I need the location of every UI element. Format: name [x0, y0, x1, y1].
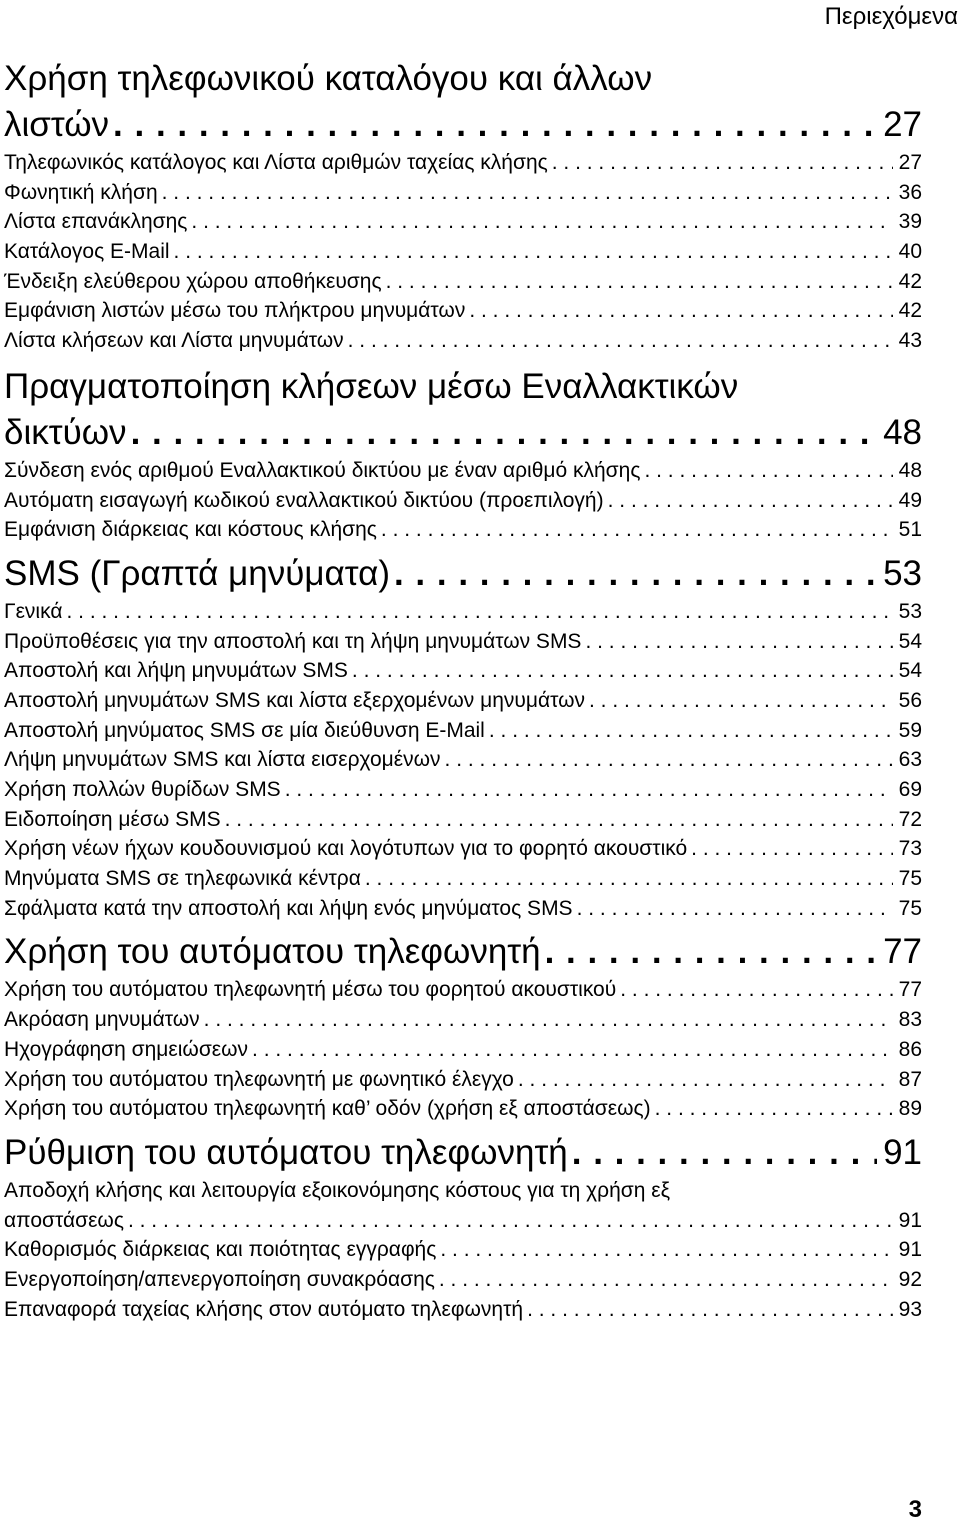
page-number: 3: [908, 1496, 922, 1523]
toc-entry[interactable]: [4, 975, 922, 1005]
dot-leader: [66, 597, 892, 627]
entry-title: Ακρόαση μηνυμάτων: [4, 1008, 200, 1032]
entry-page-number: 87: [898, 1067, 922, 1091]
dot-leader: [608, 486, 893, 516]
entry-title: αποστάσεως: [4, 1208, 124, 1232]
entry-page-number: 73: [898, 837, 922, 861]
toc-section-sms: [4, 551, 922, 924]
section-page-number: 53: [883, 553, 922, 593]
toc-entry[interactable]: [4, 1295, 922, 1325]
section-title-line1: Χρήση τηλεφωνικού καταλόγου και άλλων: [4, 59, 653, 98]
entry-title: Χρήση του αυτόματου τηλεφωνητή καθ’ οδόν (χρήση εξ αποστάσεως): [4, 1097, 651, 1121]
toc-entry[interactable]: [4, 656, 922, 686]
entry-title: Μηνύματα SMS σε τηλεφωνικά κέντρα: [4, 867, 361, 891]
toc-entry[interactable]: [4, 267, 922, 297]
toc-entry[interactable]: [4, 1065, 922, 1095]
entry-title: Επαναφορά ταχείας κλήσης στον αυτόματο τηλεφωνητή: [4, 1297, 524, 1321]
section-title: δικτύων: [4, 412, 127, 452]
dot-leader: [252, 1035, 893, 1065]
entry-title: Εμφάνιση διάρκειας και κόστους κλήσης: [4, 518, 377, 542]
entry-title: Ειδοποίηση μέσω SMS: [4, 807, 221, 831]
toc-entry[interactable]: [4, 1265, 922, 1295]
entry-title: Αποστολή και λήψη μηνυμάτων SMS: [4, 659, 348, 683]
dot-leader: [162, 178, 893, 208]
entry-title: Χρήση νέων ήχων κουδουνισμού και λογότυπων για το φορητό ακουστικό: [4, 837, 688, 861]
toc-entry[interactable]: [4, 178, 922, 208]
entry-page-number: 40: [898, 240, 922, 264]
dot-leader: [545, 929, 877, 975]
entry-title: Σύνδεση ενός αριθμού Εναλλακτικού δικτύου με έναν αριθμό κλήσης: [4, 458, 641, 482]
entry-title: Σφάλματα κατά την αποστολή και λήψη ενός μηνύματος SMS: [4, 896, 573, 920]
entry-title: Εμφάνιση λιστών μέσω του πλήκτρου μηνυμάτων: [4, 299, 466, 323]
toc-entry[interactable]: [4, 1206, 922, 1236]
entry-page-number: 49: [898, 488, 922, 512]
entry-page-number: 42: [898, 299, 922, 323]
entry-title: Ηχογράφηση σημειώσεων: [4, 1037, 249, 1061]
dot-leader: [469, 296, 892, 326]
toc-entry[interactable]: [4, 1005, 922, 1035]
toc-section-alternative-networks: [4, 364, 922, 545]
toc-entry[interactable]: [4, 296, 922, 326]
entry-page-number: 48: [898, 458, 922, 482]
entry-title: Φωνητική κλήση: [4, 180, 158, 204]
entry-page-number: 59: [898, 718, 922, 742]
dot-leader: [131, 410, 878, 456]
section-heading-row[interactable]: [4, 1130, 922, 1176]
section-page-number: 48: [883, 412, 922, 452]
entry-title-line1[interactable]: Αποδοχή κλήσης και λειτουργία εξοικονόμησης κόστους για τη χρήση εξ: [4, 1178, 671, 1202]
entry-title: Γενικά: [4, 599, 63, 623]
section-heading-row[interactable]: [4, 551, 922, 597]
dot-leader: [174, 237, 893, 267]
toc-entry[interactable]: [4, 864, 922, 894]
toc-entry[interactable]: [4, 597, 922, 627]
entry-page-number: 69: [898, 778, 922, 801]
entry-page-number: 72: [898, 807, 922, 831]
dot-leader: [644, 456, 892, 486]
section-heading-row[interactable]: [4, 102, 922, 148]
toc-entry[interactable]: [4, 1235, 922, 1265]
toc-entry[interactable]: [4, 148, 922, 178]
toc-entry[interactable]: [4, 326, 922, 356]
entry-page-number: 91: [898, 1238, 922, 1262]
dot-leader: [113, 102, 877, 148]
toc-entry[interactable]: [4, 627, 922, 657]
dot-leader: [348, 326, 893, 356]
section-title: Χρήση του αυτόματου τηλεφωνητή: [4, 932, 541, 972]
entry-page-number: 92: [898, 1267, 922, 1291]
section-heading-row[interactable]: [4, 929, 922, 975]
entry-page-number: 83: [898, 1008, 922, 1032]
section-title-line1: Πραγματοποίηση κλήσεων μέσω Εναλλακτικών: [4, 366, 739, 406]
toc-entry[interactable]: [4, 775, 922, 805]
dot-leader: [285, 775, 893, 805]
toc-section-answering-machine-use: [4, 929, 922, 1123]
entry-title: Τηλεφωνικός κατάλογος και Λίστα αριθμών ταχείας κλήσης: [4, 151, 548, 174]
toc-entry[interactable]: [4, 686, 922, 716]
dot-leader: [394, 551, 877, 597]
toc-entry[interactable]: [4, 745, 922, 775]
entry-title: Αποστολή μηνύματος SMS σε μία διεύθυνση E-Mail: [4, 718, 485, 742]
toc-section-phonebook: [4, 56, 922, 356]
dot-leader: [128, 1206, 893, 1236]
entry-title: Αποστολή μηνυμάτων SMS και λίστα εξερχομένων μηνυμάτων: [4, 688, 585, 712]
dot-leader: [381, 515, 893, 545]
dot-leader: [489, 716, 893, 746]
entry-page-number: 36: [898, 180, 922, 204]
toc-entry[interactable]: [4, 805, 922, 835]
entry-page-number: 43: [898, 329, 922, 353]
entry-page-number: 77: [898, 978, 922, 1002]
table-of-contents: [4, 56, 922, 1324]
entry-page-number: 75: [898, 867, 922, 891]
section-page-number: 27: [883, 105, 922, 144]
dot-leader: [577, 894, 893, 924]
dot-leader: [440, 1235, 892, 1265]
dot-leader: [445, 745, 893, 775]
entry-page-number: 54: [898, 659, 922, 683]
dot-leader: [552, 148, 893, 178]
dot-leader: [365, 864, 893, 894]
entry-page-number: 91: [898, 1208, 922, 1232]
toc-entry[interactable]: [4, 1094, 922, 1124]
dot-leader: [620, 975, 892, 1005]
entry-title: Αυτόματη εισαγωγή κωδικού εναλλακτικού δικτύου (προεπιλογή): [4, 488, 604, 512]
toc-entry[interactable]: [4, 716, 922, 746]
toc-entry[interactable]: [4, 894, 922, 924]
toc-entry[interactable]: [4, 456, 922, 486]
dot-leader: [589, 686, 893, 716]
entry-page-number: 39: [898, 210, 922, 234]
dot-leader: [585, 627, 892, 657]
entry-page-number: 53: [898, 599, 922, 623]
toc-entry[interactable]: [4, 207, 922, 237]
entry-page-number: 54: [898, 629, 922, 653]
section-title: λιστών: [4, 105, 110, 144]
entry-page-number: 89: [898, 1097, 922, 1121]
section-page-number: 77: [883, 932, 922, 972]
section-title: SMS (Γραπτά μηνύματα): [4, 553, 390, 593]
entry-title: Χρήση πολλών θυρίδων SMS: [4, 778, 281, 801]
entry-title: Λήψη μηνυμάτων SMS και λίστα εισερχομένων: [4, 748, 441, 772]
entry-page-number: 42: [898, 269, 922, 293]
dot-leader: [204, 1005, 893, 1035]
dot-leader: [225, 805, 893, 835]
entry-page-number: 93: [898, 1297, 922, 1321]
entry-title: Λίστα επανάκλησης: [4, 210, 188, 234]
dot-leader: [527, 1295, 893, 1325]
section-heading-row[interactable]: [4, 410, 922, 456]
toc-entry[interactable]: [4, 237, 922, 267]
entry-title: Χρήση του αυτόματου τηλεφωνητή με φωνητικό έλεγχο: [4, 1067, 514, 1091]
entry-page-number: 27: [898, 151, 922, 174]
entry-page-number: 63: [898, 748, 922, 772]
dot-leader: [655, 1094, 893, 1124]
entry-title: Κατάλογος E-Mail: [4, 240, 170, 264]
entry-title: Λίστα κλήσεων και Λίστα μηνυμάτων: [4, 329, 344, 353]
entry-title: Χρήση του αυτόματου τηλεφωνητή μέσω του φορητού ακουστικού: [4, 978, 617, 1002]
running-header: Περιεχόμενα: [824, 3, 958, 30]
toc-entry[interactable]: [4, 1035, 922, 1065]
dot-leader: [518, 1065, 893, 1095]
entry-page-number: 51: [898, 518, 922, 542]
entry-page-number: 75: [898, 896, 922, 920]
entry-title: Προϋποθέσεις για την αποστολή και τη λήψη μηνυμάτων SMS: [4, 629, 582, 653]
entry-title: Ενεργοποίηση/απενεργοποίηση συνακρόασης: [4, 1267, 435, 1291]
dot-leader: [439, 1265, 893, 1295]
toc-entry[interactable]: [4, 834, 922, 864]
entry-page-number: 56: [898, 688, 922, 712]
dot-leader: [691, 834, 892, 864]
section-page-number: 91: [883, 1132, 922, 1172]
dot-leader: [352, 656, 893, 686]
section-title: Ρύθμιση του αυτόματου τηλεφωνητή: [4, 1132, 568, 1172]
dot-leader: [572, 1130, 877, 1176]
toc-entry[interactable]: [4, 515, 922, 545]
toc-entry[interactable]: [4, 486, 922, 516]
toc-section-answering-machine-settings: [4, 1130, 922, 1324]
entry-page-number: 86: [898, 1037, 922, 1061]
dot-leader: [191, 207, 892, 237]
entry-title: Ένδειξη ελεύθερου χώρου αποθήκευσης: [4, 269, 382, 293]
dot-leader: [386, 267, 893, 297]
entry-title: Καθορισμός διάρκειας και ποιότητας εγγραφής: [4, 1238, 437, 1262]
